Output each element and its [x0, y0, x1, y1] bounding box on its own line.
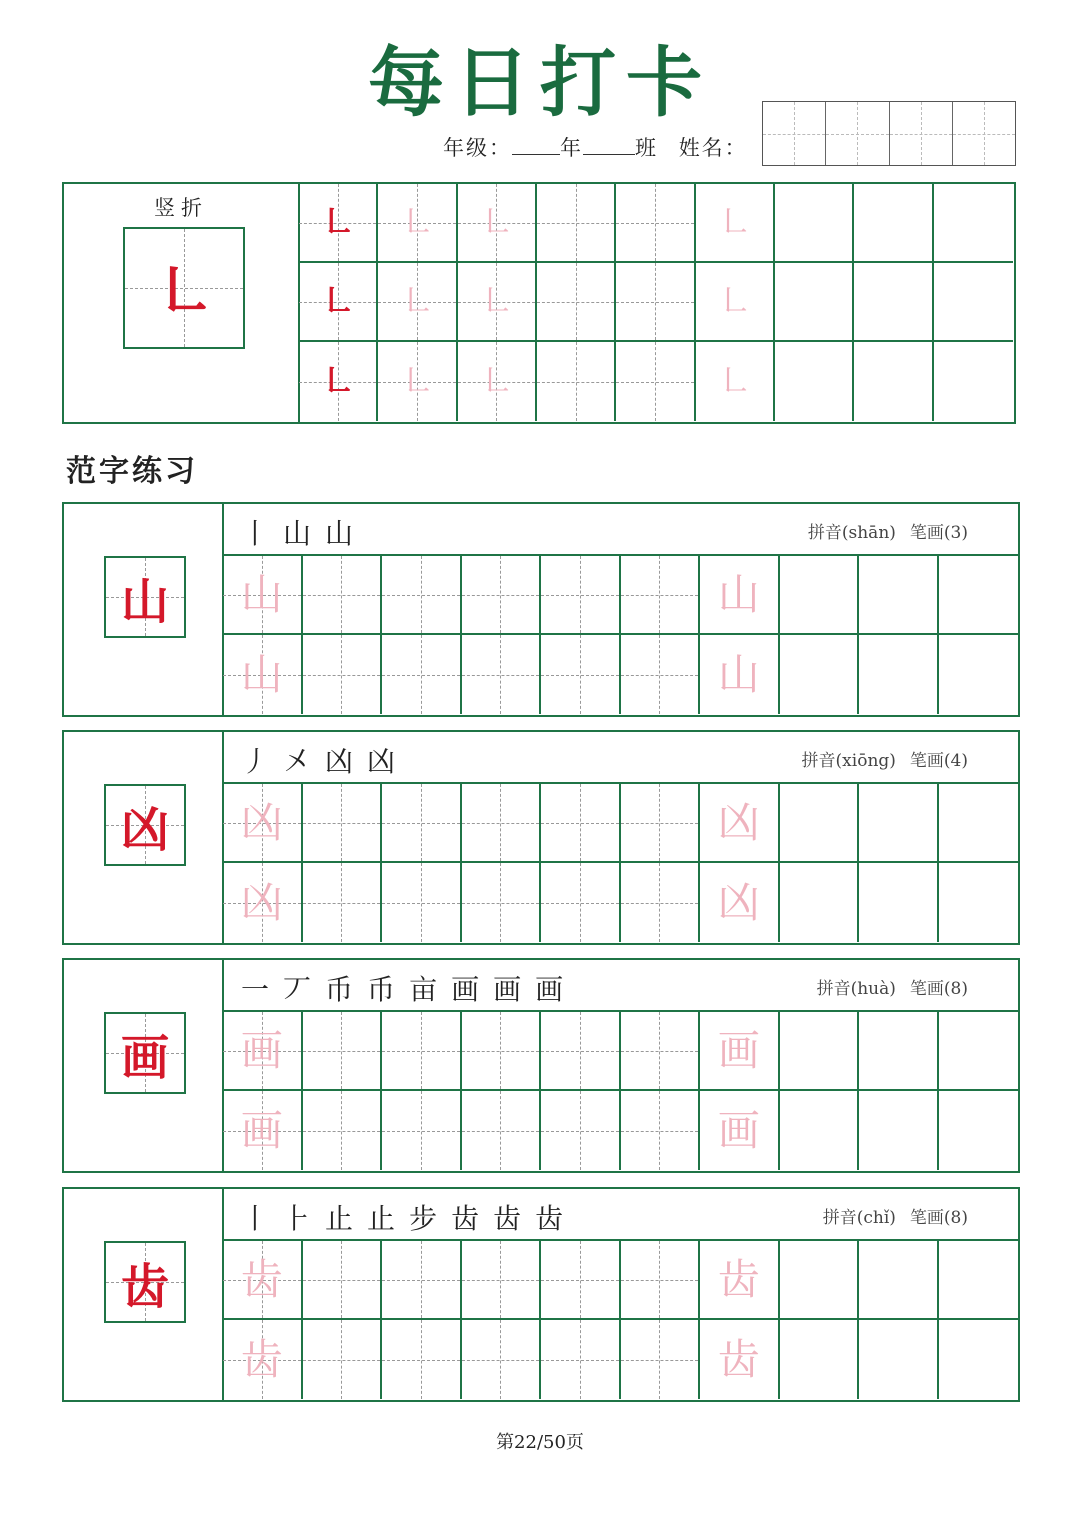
character-practice-cell[interactable]	[223, 1241, 303, 1320]
character-practice-cell[interactable]	[700, 1091, 780, 1170]
trace-character: 齿	[717, 1334, 760, 1384]
character-practice-cell[interactable]	[939, 863, 1019, 942]
character-practice-cell[interactable]	[939, 784, 1019, 863]
character-practice-cell[interactable]	[462, 635, 542, 714]
model-character: 齿	[120, 1258, 169, 1315]
stroke-order-step: 币	[325, 973, 368, 1006]
character-model-column	[64, 1189, 224, 1400]
stroke-trace-glyph: ㇗	[479, 361, 514, 402]
student-info	[443, 132, 748, 162]
character-model-box	[104, 556, 186, 638]
character-practice-cell[interactable]	[621, 1320, 701, 1399]
character-model-box	[104, 1241, 186, 1323]
character-practice-cell[interactable]	[939, 1091, 1019, 1170]
stroke-trace-glyph: ㇗	[717, 202, 752, 243]
character-practice-cell[interactable]	[382, 1012, 462, 1091]
stroke-model-char: ㇗	[154, 258, 214, 328]
stroke-order-row	[223, 504, 1018, 556]
character-practice-cell[interactable]	[303, 863, 383, 942]
trace-character: 凶	[240, 797, 283, 847]
stroke-practice-cell[interactable]	[458, 184, 537, 263]
pinyin-label: 拼音(huà)	[816, 979, 896, 999]
stroke-practice-cell[interactable]	[696, 342, 775, 421]
trace-character: 画	[240, 1105, 283, 1155]
character-practice-cell[interactable]	[462, 1241, 542, 1320]
stroke-order-step: 币	[367, 973, 410, 1006]
pinyin-and-strokes	[808, 518, 968, 543]
character-practice-cell[interactable]	[382, 1091, 462, 1170]
character-practice-panel	[62, 958, 1020, 1173]
trace-character: 凶	[717, 877, 760, 927]
character-practice-cell[interactable]	[541, 635, 621, 714]
character-practice-cell[interactable]	[223, 784, 303, 863]
stroke-order-step: 画	[451, 973, 494, 1006]
character-practice-cell[interactable]	[223, 1320, 303, 1399]
pinyin-label: 拼音(xiōng)	[801, 751, 896, 771]
name-label: 姓名：	[678, 136, 748, 160]
character-practice-cell[interactable]	[700, 863, 780, 942]
stroke-trace-glyph: ㇗	[717, 361, 752, 402]
character-practice-cell[interactable]	[382, 784, 462, 863]
section-label: 范字练习	[66, 454, 198, 489]
trace-character: 山	[240, 649, 283, 699]
stroke-practice-cell[interactable]	[934, 342, 1013, 421]
character-practice-cell[interactable]	[462, 1012, 542, 1091]
character-practice-cell[interactable]	[621, 1091, 701, 1170]
stroke-order-sequence	[241, 968, 577, 1008]
character-practice-cell[interactable]	[303, 635, 383, 714]
character-practice-cell[interactable]	[541, 863, 621, 942]
stroke-practice-grid	[299, 184, 1013, 421]
stroke-trace-glyph: ㇗	[320, 281, 355, 322]
stroke-practice-cell[interactable]	[616, 184, 695, 263]
character-practice-cell[interactable]	[700, 784, 780, 863]
pinyin-and-strokes	[802, 746, 968, 771]
character-practice-cell[interactable]	[303, 1320, 383, 1399]
character-practice-cell[interactable]	[859, 635, 939, 714]
stroke-trace-glyph: ㇗	[479, 202, 514, 243]
character-practice-cell[interactable]	[621, 1012, 701, 1091]
character-practice-cell[interactable]	[303, 784, 383, 863]
character-model-column	[64, 732, 224, 943]
character-model-column	[64, 504, 224, 715]
stroke-order-step: 一	[241, 973, 284, 1006]
trace-character: 凶	[240, 877, 283, 927]
character-practice-grid	[223, 1012, 1018, 1170]
character-practice-grid	[223, 784, 1018, 942]
character-practice-cell[interactable]	[780, 1012, 860, 1091]
page-title: 每日打卡	[368, 38, 712, 127]
character-practice-cell[interactable]	[382, 1320, 462, 1399]
character-practice-cell[interactable]	[223, 635, 303, 714]
character-practice-cell[interactable]	[700, 1012, 780, 1091]
stroke-practice-cell[interactable]	[854, 184, 933, 263]
character-practice-cell[interactable]	[541, 556, 621, 635]
stroke-practice-cell[interactable]	[696, 184, 775, 263]
trace-character: 画	[717, 1105, 760, 1155]
trace-character: 山	[717, 649, 760, 699]
name-boxes[interactable]	[762, 101, 1016, 166]
stroke-order-sequence	[241, 512, 367, 552]
trace-character: 齿	[240, 1254, 283, 1304]
character-practice-cell[interactable]	[541, 1012, 621, 1091]
stroke-order-row	[223, 732, 1018, 784]
trace-character: 山	[240, 569, 283, 619]
stroke-order-step: 山	[325, 517, 368, 550]
stroke-practice-cell[interactable]	[537, 263, 616, 342]
stroke-practice-cell[interactable]	[299, 263, 378, 342]
name-box-cell[interactable]	[826, 102, 889, 165]
character-practice-cell[interactable]	[621, 784, 701, 863]
pinyin-and-strokes	[823, 1203, 968, 1228]
grade-blank[interactable]	[512, 134, 560, 155]
stroke-order-sequence	[241, 740, 409, 780]
year-label: 年	[560, 136, 583, 160]
stroke-order-step: 丆	[283, 973, 326, 1006]
stroke-practice-cell[interactable]	[537, 342, 616, 421]
character-practice-cell[interactable]	[859, 784, 939, 863]
pinyin-label: 拼音(chǐ)	[822, 1208, 896, 1228]
name-box-cell[interactable]	[890, 102, 953, 165]
character-practice-cell[interactable]	[462, 1091, 542, 1170]
stroke-practice-cell[interactable]	[537, 184, 616, 263]
stroke-count-label: 笔画(4)	[909, 751, 968, 771]
character-practice-cell[interactable]	[700, 1241, 780, 1320]
stroke-order-step: 画	[493, 973, 536, 1006]
stroke-practice-cell[interactable]	[934, 184, 1013, 263]
stroke-practice-cell[interactable]	[378, 263, 457, 342]
stroke-order-step: 齿	[535, 1202, 578, 1235]
character-practice-cell[interactable]	[303, 1091, 383, 1170]
character-practice-cell[interactable]	[859, 1012, 939, 1091]
stroke-order-step: 画	[535, 973, 578, 1006]
trace-character: 画	[240, 1025, 283, 1075]
character-practice-grid	[223, 556, 1018, 714]
stroke-trace-glyph: ㇗	[320, 361, 355, 402]
stroke-trace-glyph: ㇗	[399, 361, 434, 402]
stroke-trace-glyph: ㇗	[717, 281, 752, 322]
stroke-practice-cell[interactable]	[458, 342, 537, 421]
stroke-order-step: 丨	[241, 1202, 284, 1235]
stroke-order-step: 丿	[241, 745, 284, 778]
stroke-order-step: 凶	[325, 745, 368, 778]
character-practice-cell[interactable]	[462, 556, 542, 635]
stroke-practice-cell[interactable]	[616, 342, 695, 421]
stroke-practice-cell[interactable]	[378, 184, 457, 263]
stroke-count-label: 笔画(3)	[909, 523, 968, 543]
stroke-order-step: 步	[409, 1202, 452, 1235]
stroke-order-step: 山	[283, 517, 326, 550]
character-practice-cell[interactable]	[939, 1320, 1019, 1399]
stroke-order-sequence	[241, 1197, 577, 1237]
character-practice-cell[interactable]	[303, 1241, 383, 1320]
character-practice-cell[interactable]	[939, 635, 1019, 714]
character-practice-cell[interactable]	[223, 1091, 303, 1170]
character-practice-cell[interactable]	[780, 556, 860, 635]
character-practice-cell[interactable]	[462, 863, 542, 942]
character-practice-panel	[62, 1187, 1020, 1402]
character-practice-cell[interactable]	[303, 556, 383, 635]
character-practice-cell[interactable]	[621, 863, 701, 942]
character-practice-cell[interactable]	[859, 1091, 939, 1170]
character-practice-cell[interactable]	[621, 635, 701, 714]
stroke-trace-glyph: ㇗	[399, 202, 434, 243]
character-practice-cell[interactable]	[462, 784, 542, 863]
stroke-count-label: 笔画(8)	[909, 1208, 968, 1228]
character-practice-cell[interactable]	[780, 1091, 860, 1170]
class-blank[interactable]	[583, 134, 635, 155]
trace-character: 山	[717, 569, 760, 619]
character-practice-cell[interactable]	[382, 863, 462, 942]
stroke-order-step: 凶	[367, 745, 410, 778]
stroke-practice-panel	[62, 182, 1016, 424]
stroke-order-step: 齿	[493, 1202, 536, 1235]
stroke-practice-cell[interactable]	[854, 342, 933, 421]
stroke-order-step: 齿	[451, 1202, 494, 1235]
stroke-order-step: 㐅	[283, 745, 326, 778]
stroke-order-row	[223, 1189, 1018, 1241]
stroke-practice-cell[interactable]	[299, 342, 378, 421]
character-practice-cell[interactable]	[223, 1012, 303, 1091]
character-practice-cell[interactable]	[223, 863, 303, 942]
grade-label: 年级：	[443, 136, 512, 160]
stroke-order-step: 止	[325, 1202, 368, 1235]
stroke-practice-cell[interactable]	[696, 263, 775, 342]
stroke-trace-glyph: ㇗	[320, 202, 355, 243]
stroke-practice-cell[interactable]	[775, 263, 854, 342]
character-practice-cell[interactable]	[939, 556, 1019, 635]
model-character: 凶	[120, 801, 169, 858]
stroke-count-label: 笔画(8)	[909, 979, 968, 999]
character-practice-cell[interactable]	[939, 1241, 1019, 1320]
trace-character: 画	[717, 1025, 760, 1075]
class-label: 班	[635, 136, 658, 160]
character-practice-cell[interactable]	[541, 1241, 621, 1320]
character-practice-cell[interactable]	[780, 1320, 860, 1399]
pinyin-label: 拼音(shān)	[807, 523, 896, 543]
character-practice-cell[interactable]	[780, 635, 860, 714]
model-character: 山	[120, 573, 169, 630]
stroke-practice-cell[interactable]	[299, 184, 378, 263]
page-number: 第22/50页	[496, 1432, 584, 1453]
character-practice-cell[interactable]	[223, 556, 303, 635]
character-practice-cell[interactable]	[382, 635, 462, 714]
character-practice-cell[interactable]	[859, 556, 939, 635]
model-character: 画	[120, 1029, 169, 1086]
character-model-box	[104, 1012, 186, 1094]
name-box-cell[interactable]	[763, 102, 826, 165]
stroke-practice-cell[interactable]	[616, 263, 695, 342]
stroke-practice-cell[interactable]	[458, 263, 537, 342]
character-practice-cell[interactable]	[621, 556, 701, 635]
character-practice-cell[interactable]	[303, 1012, 383, 1091]
character-practice-cell[interactable]	[541, 1091, 621, 1170]
character-model-column	[64, 960, 224, 1171]
pinyin-and-strokes	[817, 974, 968, 999]
stroke-practice-cell[interactable]	[775, 342, 854, 421]
character-practice-cell[interactable]	[859, 1241, 939, 1320]
stroke-order-step: 止	[367, 1202, 410, 1235]
character-practice-cell[interactable]	[859, 863, 939, 942]
character-practice-panel	[62, 502, 1020, 717]
stroke-name: 竖折	[154, 196, 208, 220]
name-box-cell[interactable]	[953, 102, 1015, 165]
stroke-order-step: 亩	[409, 973, 452, 1006]
character-practice-cell[interactable]	[541, 784, 621, 863]
character-practice-cell[interactable]	[780, 863, 860, 942]
character-practice-cell[interactable]	[780, 784, 860, 863]
character-practice-cell[interactable]	[700, 635, 780, 714]
stroke-model-column	[64, 184, 300, 422]
stroke-practice-cell[interactable]	[934, 263, 1013, 342]
character-practice-cell[interactable]	[382, 1241, 462, 1320]
stroke-order-step: 丨	[241, 517, 284, 550]
trace-character: 齿	[240, 1334, 283, 1384]
character-practice-cell[interactable]	[462, 1320, 542, 1399]
character-practice-grid	[223, 1241, 1018, 1399]
stroke-practice-cell[interactable]	[378, 342, 457, 421]
character-practice-cell[interactable]	[700, 1320, 780, 1399]
stroke-trace-glyph: ㇗	[399, 281, 434, 322]
trace-character: 凶	[717, 797, 760, 847]
stroke-order-row	[223, 960, 1018, 1012]
character-practice-cell[interactable]	[382, 556, 462, 635]
stroke-order-step: ⺊	[283, 1202, 326, 1235]
stroke-practice-cell[interactable]	[775, 184, 854, 263]
character-practice-cell[interactable]	[780, 1241, 860, 1320]
character-practice-cell[interactable]	[541, 1320, 621, 1399]
character-practice-cell[interactable]	[621, 1241, 701, 1320]
stroke-model-box	[123, 227, 245, 349]
character-practice-cell[interactable]	[939, 1012, 1019, 1091]
character-practice-cell[interactable]	[700, 556, 780, 635]
character-model-box	[104, 784, 186, 866]
character-practice-cell[interactable]	[859, 1320, 939, 1399]
stroke-practice-cell[interactable]	[854, 263, 933, 342]
stroke-trace-glyph: ㇗	[479, 281, 514, 322]
character-practice-panel	[62, 730, 1020, 945]
trace-character: 齿	[717, 1254, 760, 1304]
